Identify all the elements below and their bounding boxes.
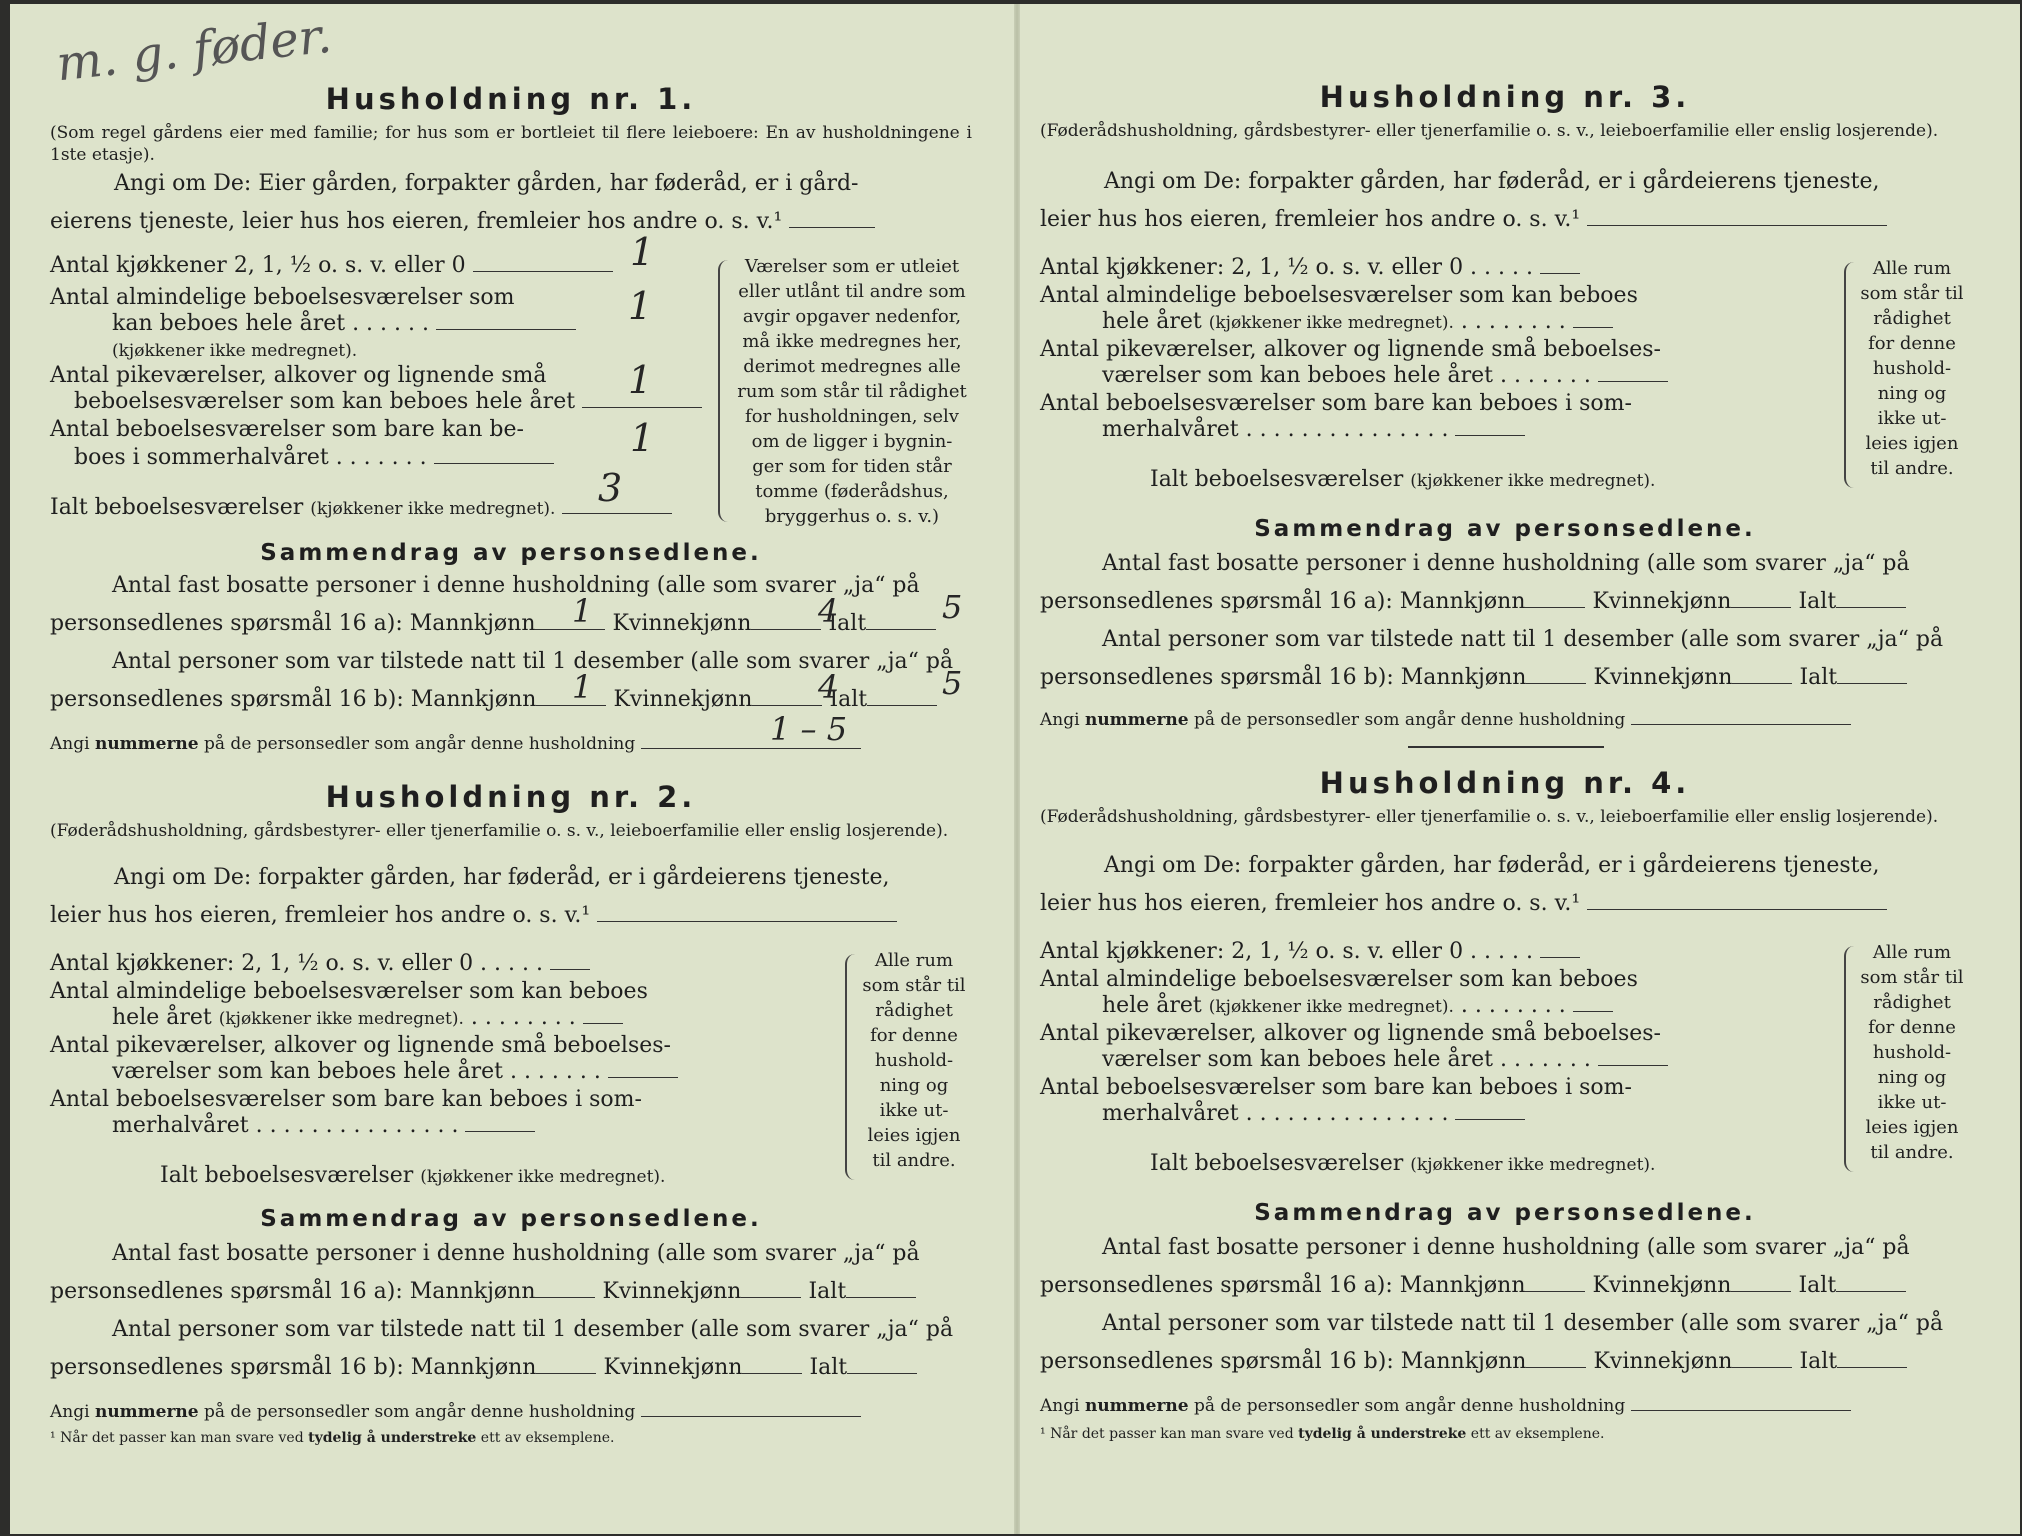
section-divider (1408, 746, 1604, 748)
h2-summer-field[interactable] (465, 1113, 535, 1132)
h4-fast-kvinne: Kvinnekjønn (1592, 1273, 1732, 1298)
h2-side-note (856, 948, 972, 1173)
h1-nummer-value: 1 – 5 (770, 710, 848, 748)
h1-til-m-value: 1 (572, 668, 593, 706)
h3-nummer-pre: Angi (1040, 710, 1085, 730)
right-footnote-marker: ¹ (1040, 1426, 1046, 1442)
left-footnote-bold: tydelig å understreke (308, 1430, 477, 1446)
h1-side-note-line: eller utlånt til andre som (738, 281, 966, 302)
h1-maid-row (74, 388, 702, 415)
h2-angi-line2: leier hus hos eieren, fremleier hos andre o. s. v.¹ (50, 903, 591, 928)
h4-til-t-field[interactable] (1837, 1349, 1907, 1368)
h2-til-m-field[interactable] (536, 1355, 596, 1374)
h4-maid-field[interactable] (1598, 1047, 1668, 1066)
h2-nummer-row (50, 1398, 861, 1426)
h4-til-line1: Antal personer som var tilstede natt til 1 desember (alle som svarer „ja“ på (1102, 1311, 1944, 1336)
h2-til-k-field[interactable] (742, 1355, 802, 1374)
h3-angi-line1: Angi om De: forpakter gården, har føderåd, er i gårdeierens tjeneste, (1104, 169, 1880, 194)
h3-side-note-line: Alle rum (1872, 258, 1952, 279)
h1-side-note-line: bryggerhus o. s. v.) (764, 506, 940, 527)
h3-fast-line2: personsedlenes spørsmål 16 a): Mannkjønn (1040, 589, 1526, 614)
h4-nummer-pre: Angi (1040, 1396, 1085, 1416)
h3-nummer-field[interactable] (1631, 706, 1851, 725)
h2-summer-label1: Antal beboelsesværelser som bare kan beboes i som- (50, 1087, 642, 1112)
h3-side-note-line: ning og (1877, 383, 1947, 404)
h1-fast-k-field[interactable] (751, 611, 821, 630)
h4-til-m-field[interactable] (1526, 1349, 1586, 1368)
h1-kitchens-row (50, 252, 613, 279)
h4-til-row (1040, 1348, 1907, 1375)
h2-maid-row: værelser som kan beboes hele året . . . . . . . (112, 1058, 678, 1085)
h1-fast-ialt: Ialt (828, 611, 867, 636)
h2-summer-row: merhalvåret . . . . . . . . . . . . . . . (112, 1112, 535, 1139)
h3-til-k-field[interactable] (1732, 665, 1792, 684)
h4-nummer-row (1040, 1392, 1851, 1420)
census-form-sheet (10, 4, 2020, 1534)
h4-title: Husholdning nr. 4. (1319, 766, 1691, 800)
h3-side-note-line: leies igjen (1865, 433, 1959, 454)
h1-rooms-label3: (kjøkkener ikke medregnet). (112, 341, 358, 361)
h4-side-note-line: ning og (1877, 1067, 1947, 1088)
h2-side-note-line: Alle rum (874, 950, 954, 971)
h1-side-note-line: ger som for tiden står (752, 456, 952, 477)
h1-total-value: 3 (598, 466, 623, 510)
h2-til-row (50, 1354, 917, 1381)
h4-rooms-field[interactable] (1573, 993, 1613, 1012)
h4-fast-ialt: Ialt (1798, 1273, 1837, 1298)
h4-maid-label1: Antal pikeværelser, alkover og lignende små beboelses- (1040, 1021, 1661, 1046)
h4-nummer-field[interactable] (1631, 1392, 1851, 1411)
h1-fast-t-field[interactable] (866, 611, 936, 630)
h3-rooms-small: (kjøkkener ikke medregnet). (1208, 313, 1454, 333)
h2-side-note-line: til andre. (872, 1150, 956, 1171)
h3-til-line2: personsedlenes spørsmål 16 b): Mannkjønn (1040, 665, 1527, 690)
h3-kitchens-label: Antal kjøkkener: 2, 1, ½ o. s. v. eller 0 (1040, 255, 1464, 280)
h2-nummer-pre: Angi (50, 1402, 95, 1422)
h1-side-note-line: rum som står til rådighet (737, 381, 967, 402)
h1-side-note-line: Værelser som er utleiet (744, 256, 960, 277)
h3-nummer-row (1040, 706, 1851, 734)
h4-til-line2: personsedlenes spørsmål 16 b): Mannkjønn (1040, 1349, 1527, 1374)
h2-rooms-label1: Antal almindelige beboelsesværelser som kan beboes (50, 979, 648, 1004)
h3-summer-label2: merhalvåret (1102, 417, 1239, 442)
h1-fast-m-value: 1 (572, 592, 593, 630)
h3-rooms-label2: hele året (1102, 309, 1202, 334)
h2-angi-field[interactable] (597, 903, 897, 922)
h4-nummer-bold: nummerne (1084, 1396, 1189, 1416)
h3-rooms-label1: Antal almindelige beboelsesværelser som kan beboes (1040, 283, 1638, 308)
h1-side-note-line: tomme (føderådshus, (755, 481, 949, 502)
h4-side-note-line: for denne (1868, 1017, 1956, 1038)
h1-summer-label2: boes i sommerhalvåret (74, 445, 329, 470)
h2-summary-title: Sammendrag av personsedlene. (260, 1206, 762, 1232)
h1-fast-m-field[interactable] (535, 611, 605, 630)
h4-rooms-small: (kjøkkener ikke medregnet). (1208, 997, 1454, 1017)
h1-title: Husholdning nr. 1. (325, 82, 697, 116)
h2-angi-line1: Angi om De: forpakter gården, har føderåd, er i gårdeierens tjeneste, (114, 865, 890, 890)
h2-total-label: Ialt beboelsesværelser (160, 1163, 414, 1188)
h3-kitchens-row: Antal kjøkkener: 2, 1, ½ o. s. v. eller 0 . . . . . (1040, 254, 1580, 281)
h4-nummer-post: på de personsedler som angår denne husholdning (1188, 1396, 1626, 1416)
h1-maid-label1: Antal pikeværelser, alkover og lignende små (50, 363, 547, 388)
h1-til-t-value: 5 (942, 664, 963, 702)
h2-nummer-field[interactable] (641, 1398, 861, 1417)
h4-summary-title: Sammendrag av personsedlene. (1254, 1200, 1756, 1226)
left-footnote-pre: Når det passer kan man svare ved (55, 1430, 309, 1446)
h4-angi-field[interactable] (1587, 891, 1887, 910)
h3-angi-row (1040, 206, 1887, 233)
h1-summer-label1: Antal beboelsesværelser som bare kan be- (50, 417, 524, 442)
h4-angi-line2: leier hus hos eieren, fremleier hos andre o. s. v.¹ (1040, 891, 1581, 916)
h3-note: (Føderådshusholdning, gårdsbestyrer- eller tjenerfamilie o. s. v., leieboerfamilie eller enslig losjerende). (1040, 121, 1939, 141)
h4-til-ialt: Ialt (1799, 1349, 1838, 1374)
h3-nummer-post: på de personsedler som angår denne husholdning (1188, 710, 1626, 730)
h3-total-label: Ialt beboelsesværelser (1150, 467, 1404, 492)
h3-kitchens-field[interactable] (1540, 255, 1580, 274)
h1-rooms-value: 1 (628, 284, 653, 328)
h2-til-kvinne: Kvinnekjønn (603, 1355, 743, 1380)
h4-side-note-line: ikke ut- (1877, 1092, 1947, 1113)
h4-note: (Føderådshusholdning, gårdsbestyrer- eller tjenerfamilie o. s. v., leieboerfamilie eller enslig losjerende). (1040, 807, 1939, 827)
h2-rooms-field[interactable] (583, 1005, 623, 1024)
h3-fast-line1: Antal fast bosatte personer i denne husholdning (alle som svarer „ja“ på (1102, 551, 1910, 576)
h3-maid-field[interactable] (1598, 363, 1668, 382)
left-footnote (50, 1430, 972, 1446)
h2-maid-label1: Antal pikeværelser, alkover og lignende små beboelses- (50, 1033, 671, 1058)
left-footnote-post: ett av eksemplene. (476, 1430, 615, 1446)
h2-angi-row (50, 902, 897, 929)
h1-angi-line2-row (50, 208, 875, 235)
h4-til-kvinne: Kvinnekjønn (1593, 1349, 1733, 1374)
h4-kitchens-field[interactable] (1540, 939, 1580, 958)
h1-angi-line1: Angi om De: Eier gården, forpakter gården, har føderåd, er i gård- (114, 171, 859, 196)
h3-rooms-row: hele året (kjøkkener ikke medregnet). . . . . . . . . (1102, 308, 1613, 337)
h1-til-kvinne: Kvinnekjønn (613, 687, 753, 712)
h3-fast-kvinne: Kvinnekjønn (1592, 589, 1732, 614)
h1-summer-row: boes i sommerhalvåret . . . . . . . (74, 444, 554, 471)
h1-kitchens-value: 1 (630, 230, 655, 274)
h3-til-t-field[interactable] (1837, 665, 1907, 684)
right-footnote-pre: Når det passer kan man svare ved (1045, 1426, 1299, 1442)
right-footnote (1040, 1426, 1970, 1442)
h1-kitchens-label: Antal kjøkkener 2, 1, ½ o. s. v. eller 0 (50, 253, 466, 278)
h1-maid-value: 1 (628, 358, 653, 402)
h4-fast-m-field[interactable] (1525, 1273, 1585, 1292)
h3-side-note (1854, 256, 1970, 481)
h2-rooms-small: (kjøkkener ikke medregnet). (218, 1009, 464, 1029)
h2-nummer-post: på de personsedler som angår denne husholdning (198, 1402, 636, 1422)
h1-til-row (50, 686, 937, 713)
h2-til-ialt: Ialt (809, 1355, 848, 1380)
handwritten-header: m. g. føder. (53, 7, 335, 93)
h1-side-note-line: for husholdningen, selv (745, 406, 959, 427)
h4-summer-label1: Antal beboelsesværelser som bare kan beboes i som- (1040, 1075, 1632, 1100)
h3-summer-field[interactable] (1455, 417, 1525, 436)
h2-total-small: (kjøkkener ikke medregnet). (420, 1167, 666, 1187)
h3-til-row (1040, 664, 1907, 691)
h2-kitchens-label: Antal kjøkkener: 2, 1, ½ o. s. v. eller 0 (50, 951, 474, 976)
h3-angi-line2: leier hus hos eieren, fremleier hos andre o. s. v.¹ (1040, 207, 1581, 232)
h1-side-note-line: avgir opgaver nedenfor, (742, 306, 962, 327)
h3-fast-ialt: Ialt (1798, 589, 1837, 614)
h4-rooms-row: hele året (kjøkkener ikke medregnet). . . . . . . . . (1102, 992, 1613, 1021)
h1-side-note-line: derimot medregnes alle (743, 356, 961, 377)
h3-side-note-line: som står til (1860, 283, 1964, 304)
h1-total-label: Ialt beboelsesværelser (50, 495, 304, 520)
h2-side-note-line: rådighet (875, 1000, 953, 1021)
h3-side-note-line: ikke ut- (1877, 408, 1947, 429)
h3-fast-k-field[interactable] (1731, 589, 1791, 608)
right-footnote-post: ett av eksemplene. (1466, 1426, 1605, 1442)
h4-side-note-line: hushold- (1872, 1042, 1952, 1063)
h1-side-note-line: må ikke medregnes her, (742, 331, 962, 352)
h1-fast-line2: personsedlenes spørsmål 16 a): Mannkjønn (50, 611, 536, 636)
h4-fast-t-field[interactable] (1836, 1273, 1906, 1292)
h1-fast-t-value: 5 (942, 588, 963, 626)
h3-fast-m-field[interactable] (1525, 589, 1585, 608)
h1-rooms-label1: Antal almindelige beboelsesværelser som (50, 285, 515, 310)
h4-summer-row: merhalvåret . . . . . . . . . . . . . . . (1102, 1100, 1525, 1127)
right-footnote-bold: tydelig å understreke (1298, 1426, 1467, 1442)
h1-til-t-field[interactable] (867, 687, 937, 706)
h3-maid-label2: værelser som kan beboes hele året (1102, 363, 1493, 388)
h2-fast-kvinne: Kvinnekjønn (602, 1279, 742, 1304)
h1-nummer-bold: nummerne (94, 734, 199, 754)
page-fold (1014, 4, 1020, 1534)
h4-kitchens-label: Antal kjøkkener: 2, 1, ½ o. s. v. eller 0 (1040, 939, 1464, 964)
h1-summary-title: Sammendrag av personsedlene. (260, 540, 762, 566)
h2-side-note-line: ikke ut- (879, 1100, 949, 1121)
h4-summer-label2: merhalvåret (1102, 1101, 1239, 1126)
h4-angi-row (1040, 890, 1887, 917)
h3-til-line1: Antal personer som var tilstede natt til 1 desember (alle som svarer „ja“ på (1102, 627, 1944, 652)
h1-til-ialt: Ialt (829, 687, 868, 712)
h2-kitchens-field[interactable] (550, 951, 590, 970)
h4-side-note-line: som står til (1860, 967, 1964, 988)
h4-fast-k-field[interactable] (1731, 1273, 1791, 1292)
h1-summer-field[interactable] (434, 445, 554, 464)
h2-side-note-line: leies igjen (867, 1125, 961, 1146)
h2-side-note-line: for denne (870, 1025, 958, 1046)
h4-rooms-label1: Antal almindelige beboelsesværelser som kan beboes (1040, 967, 1638, 992)
h1-kitchens-field[interactable] (473, 253, 613, 272)
h3-maid-row: værelser som kan beboes hele året . . . . . . . (1102, 362, 1668, 389)
h4-side-note-line: til andre. (1870, 1142, 1954, 1163)
h3-fast-t-field[interactable] (1836, 589, 1906, 608)
h2-side-note-line: hushold- (874, 1050, 954, 1071)
h3-side-note-line: til andre. (1870, 458, 1954, 479)
h1-total-row (50, 494, 672, 523)
h3-total-row (1150, 466, 1655, 495)
h4-summer-field[interactable] (1455, 1101, 1525, 1120)
h1-fast-row (50, 610, 936, 637)
h4-fast-line1: Antal fast bosatte personer i denne husholdning (alle som svarer „ja“ på (1102, 1235, 1910, 1260)
h2-til-line2: personsedlenes spørsmål 16 b): Mannkjønn (50, 1355, 537, 1380)
h1-maid-label2: beboelsesværelser som kan beboes hele året (74, 389, 576, 414)
h1-til-k-value: 4 (818, 668, 839, 706)
h4-angi-line1: Angi om De: forpakter gården, har føderåd, er i gårdeierens tjeneste, (1104, 853, 1880, 878)
h3-til-ialt: Ialt (1799, 665, 1838, 690)
h1-nummer-row (50, 730, 861, 758)
h3-til-m-field[interactable] (1526, 665, 1586, 684)
h2-maid-field[interactable] (608, 1059, 678, 1078)
h1-fast-k-value: 4 (818, 592, 839, 630)
h2-maid-label2: værelser som kan beboes hele året (112, 1059, 503, 1084)
h1-til-line2: personsedlenes spørsmål 16 b): Mannkjønn (50, 687, 537, 712)
h2-note: (Føderådshusholdning, gårdsbestyrer- eller tjenerfamilie o. s. v., leieboerfamilie eller enslig losjerende). (50, 821, 949, 841)
h4-kitchens-row: Antal kjøkkener: 2, 1, ½ o. s. v. eller 0 . . . . . (1040, 938, 1580, 965)
h2-rooms-label2: hele året (112, 1005, 212, 1030)
h2-fast-line2: personsedlenes spørsmål 16 a): Mannkjønn (50, 1279, 536, 1304)
h1-nummer-post: på de personsedler som angår denne husholdning (198, 734, 636, 754)
h2-summer-label2: merhalvåret (112, 1113, 249, 1138)
h4-side-note-line: leies igjen (1865, 1117, 1959, 1138)
h1-side-note (734, 254, 970, 529)
h2-til-line1: Antal personer som var tilstede natt til 1 desember (alle som svarer „ja“ på (112, 1317, 954, 1342)
h4-total-label: Ialt beboelsesværelser (1150, 1151, 1404, 1176)
h2-rooms-row: hele året (kjøkkener ikke medregnet). . . . . . . . . (112, 1004, 623, 1033)
h3-fast-row (1040, 588, 1906, 615)
h2-fast-row (50, 1278, 916, 1305)
h1-til-line1: Antal personer som var tilstede natt til 1 desember (alle som svarer „ja“ på (112, 649, 954, 674)
h3-summary-title: Sammendrag av personsedlene. (1254, 516, 1756, 542)
h2-fast-t-field[interactable] (846, 1279, 916, 1298)
h1-fast-line1: Antal fast bosatte personer i denne husholdning (alle som svarer „ja“ på (112, 573, 920, 598)
h4-side-note-line: rådighet (1873, 992, 1951, 1013)
h2-kitchens-row: Antal kjøkkener: 2, 1, ½ o. s. v. eller 0 . . . . . (50, 950, 590, 977)
h1-angi-line2: eierens tjeneste, leier hus hos eieren, fremleier hos andre o. s. v.¹ (50, 209, 783, 234)
h3-total-small: (kjøkkener ikke medregnet). (1410, 471, 1656, 491)
h3-rooms-field[interactable] (1573, 309, 1613, 328)
h4-total-row (1150, 1150, 1655, 1179)
h2-fast-m-field[interactable] (535, 1279, 595, 1298)
left-footnote-marker: ¹ (50, 1430, 56, 1446)
h2-title: Husholdning nr. 2. (325, 780, 697, 814)
h4-total-small: (kjøkkener ikke medregnet). (1410, 1155, 1656, 1175)
h3-side-note-line: rådighet (1873, 308, 1951, 329)
h3-til-kvinne: Kvinnekjønn (1593, 665, 1733, 690)
h2-til-t-field[interactable] (847, 1355, 917, 1374)
h4-rooms-label2: hele året (1102, 993, 1202, 1018)
h2-side-note-line: som står til (862, 975, 966, 996)
h1-rooms-field[interactable] (436, 311, 576, 330)
h1-total-small: (kjøkkener ikke medregnet). (310, 499, 556, 519)
right-page (1040, 4, 1970, 1534)
h3-side-note-line: hushold- (1872, 358, 1952, 379)
h1-fast-kvinne: Kvinnekjønn (612, 611, 752, 636)
h1-rooms-label2: kan beboes hele året (112, 311, 346, 336)
h4-side-note (1854, 940, 1970, 1165)
h1-side-note-line: om de ligger i bygnin- (751, 431, 953, 452)
h1-side-bracket (718, 260, 730, 522)
h2-side-note-line: ning og (879, 1075, 949, 1096)
h2-fast-ialt: Ialt (808, 1279, 847, 1304)
h1-note: (Som regel gårdens eier med familie; for hus som er bortleiet til flere leieboere: En av husholdningene i 1ste etasje). (50, 123, 972, 165)
h2-fast-line1: Antal fast bosatte personer i denne husholdning (alle som svarer „ja“ på (112, 1241, 920, 1266)
h4-fast-line2: personsedlenes spørsmål 16 a): Mannkjønn (1040, 1273, 1526, 1298)
h1-til-k-field[interactable] (752, 687, 822, 706)
h3-angi-field[interactable] (1587, 207, 1887, 226)
h4-side-note-line: Alle rum (1872, 942, 1952, 963)
h4-til-k-field[interactable] (1732, 1349, 1792, 1368)
h3-summer-label1: Antal beboelsesværelser som bare kan beboes i som- (1040, 391, 1632, 416)
h4-maid-label2: værelser som kan beboes hele året (1102, 1047, 1493, 1072)
left-page (50, 4, 972, 1534)
h3-title: Husholdning nr. 3. (1319, 80, 1691, 114)
h1-nummer-pre: Angi (50, 734, 95, 754)
h3-maid-label1: Antal pikeværelser, alkover og lignende små beboelses- (1040, 337, 1661, 362)
h4-maid-row: værelser som kan beboes hele året . . . . . . . (1102, 1046, 1668, 1073)
h4-fast-row (1040, 1272, 1906, 1299)
h1-angi-answer-line[interactable] (789, 209, 875, 228)
h3-side-note-line: for denne (1868, 333, 1956, 354)
h3-summer-row: merhalvåret . . . . . . . . . . . . . . . (1102, 416, 1525, 443)
h1-rooms-row: kan beboes hele året . . . . . . (112, 310, 576, 337)
h2-nummer-bold: nummerne (94, 1402, 199, 1422)
h3-nummer-bold: nummerne (1084, 710, 1189, 730)
h1-summer-value: 1 (630, 416, 655, 460)
h2-total-row (160, 1162, 665, 1191)
h2-fast-k-field[interactable] (741, 1279, 801, 1298)
